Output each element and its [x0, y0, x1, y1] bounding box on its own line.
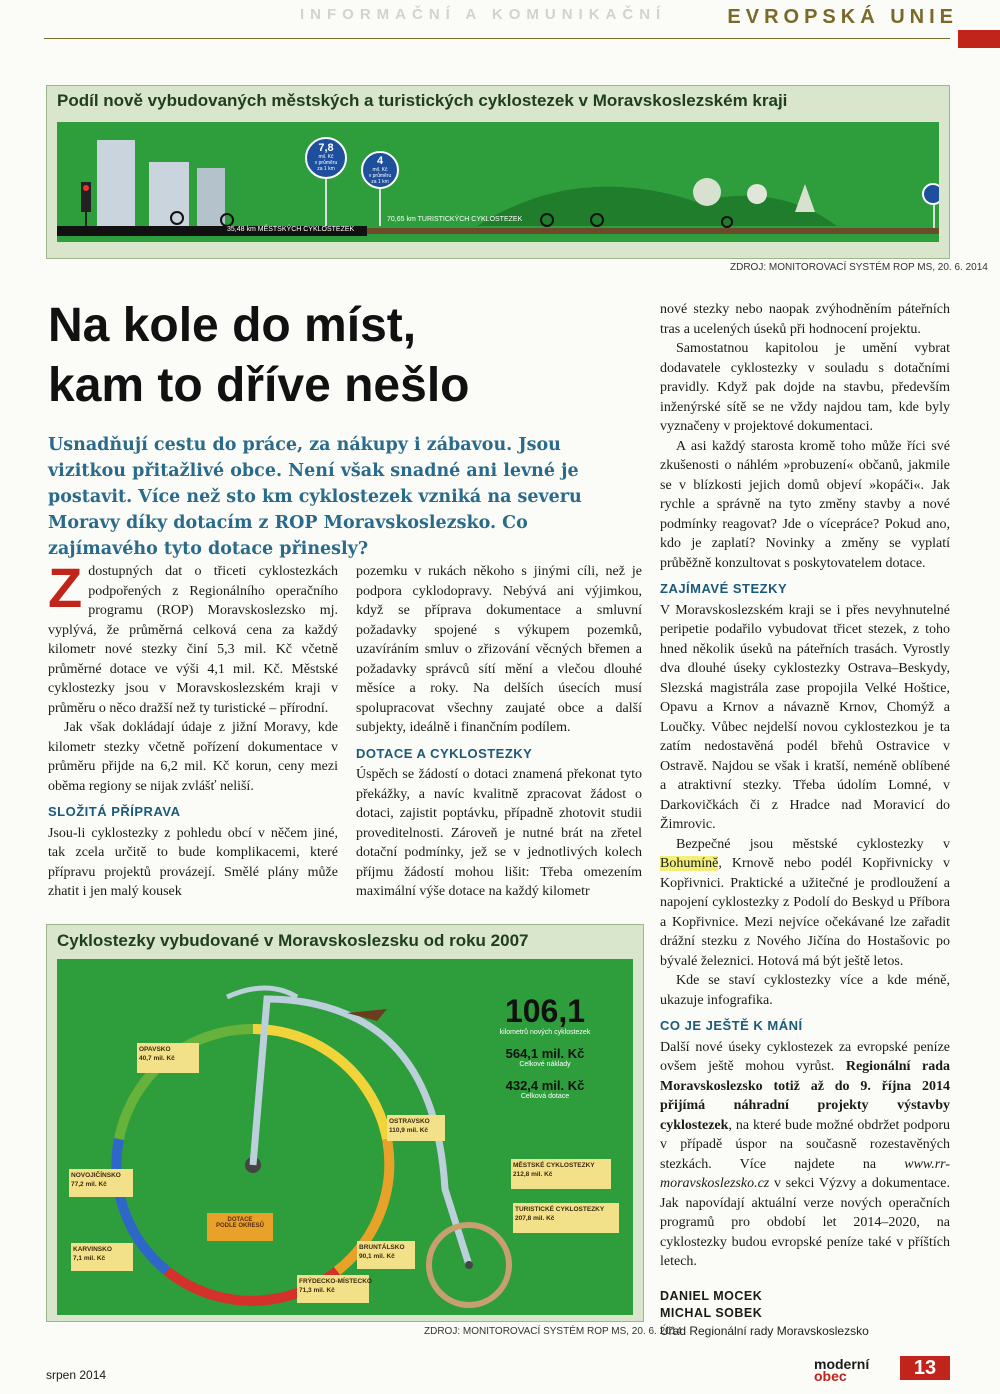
infographic1-source: ZDROJ: MONITOROVACÍ SYSTÉM ROP MS, 20. 6. 2014: [730, 262, 988, 273]
sign1-value: 7,8: [318, 142, 334, 154]
col3-paragraph-3: A asi každý starosta kromě toho může říci své zkušenosti o náhlém »probuzení« občanů, jakmile se v blízkosti jejich domů objeví »kopáči«. Jak rychle a správně na tyto změny stavby a nové podmínky reagovat? Jde o vícepráce? Pokud ano, kdo je zaplatí? Novinky a změny se vyplatí průběžně konzultovat s poskytovatelem dotace.: [660, 438, 950, 571]
subheading-interesting-paths: ZAJÍMAVÉ STEZKY: [660, 581, 788, 596]
col1-paragraph-3: Jsou-li cyklostezky z pohledu obcí v něčem jiné, tak zcela určitě to bude komplikacemi, které přípravu projektů provázejí. Smělé plány může zhatit i jen malý kousek: [48, 825, 338, 899]
total-km-value: 106,1: [504, 993, 586, 1029]
tag-karvinsko: KARVINSKO 7,1 mil. Kč: [73, 1246, 112, 1262]
col3-paragraph-5: Bezpečné jsou městské cyklostezky v Bohumíně, Krnově nebo podél Kopřivnicky v Kopřivnici. Praktické a užitečné je prodloužení a napojení cyklostezky z Podolí do Beskyd u Příbora a Kopřivnice. Mezi nejvíce očekávané lze zařadit drážní stezku z Nového Jičína do Hostašovic po bývalé železnici. Hotová má být ještě letos.: [660, 836, 950, 969]
col3-paragraph-1: nové stezky nebo naopak zvýhodněním páteřních tras a ucelených úseků při hodnocení projektu.: [660, 302, 950, 337]
title-line-2: kam to dříve nešlo: [48, 359, 470, 412]
wheel-segment-yellow: [253, 1029, 387, 1139]
sign1-per: za 1 km: [317, 166, 335, 172]
tag-frydecko-mistecko: FRÝDECKO-MÍSTECKO 71,3 mil. Kč: [299, 1278, 372, 1294]
authors: [660, 1288, 950, 1322]
handlebar: [227, 988, 297, 997]
sign2-value: 4: [376, 155, 384, 167]
city-path-label: 35,48 km MĚSTSKÝCH CYKLOSTEZEK: [227, 226, 355, 233]
col3-paragraph-2: Samostatnou kapitolou je umění vybrat dodavatele cyklostezky v souladu s dotačními pravidly. Když pak dojde na stavbu, především inženýrské sítě se ne vždy najdou tam, kde byly vyznačeny v projektové dokumentaci.: [660, 341, 950, 434]
sign1-unit: mil. Kč: [318, 154, 334, 160]
website-link[interactable]: www.rr-moravskoslezsko.cz: [660, 1156, 950, 1191]
total-costs-label: Celkové náklady: [519, 1061, 571, 1068]
infographic-bike-paths-since-2007: [46, 924, 644, 1322]
section-color-bar: [958, 30, 1000, 48]
tourist-path-bar: [367, 228, 939, 234]
highlighted-word: Bohumíně: [660, 856, 719, 871]
total-km-label: kilometrů nových cyklostezek: [499, 1029, 591, 1036]
subheading-what-else: CO JE JEŠTĚ K MÁNÍ: [660, 1018, 803, 1033]
article-column-1: [48, 556, 338, 902]
total-costs-value: 564,1 mil. Kč: [505, 1046, 585, 1061]
hills-shape: [477, 187, 837, 226]
subheading-preparation: SLOŽITÁ PŘÍPRAVA: [48, 804, 181, 819]
sign1-note: v průměru: [314, 160, 338, 166]
tree-icon: [747, 184, 767, 204]
total-subsidy-label: Celková dotace: [520, 1093, 570, 1100]
author-office: Úřad Regionální rady Moravskoslezsko: [660, 1323, 869, 1338]
magazine-logo: moderní obec: [814, 1356, 870, 1384]
center-tag: DOTACE PODLE OKRESŮ: [215, 1217, 264, 1229]
article-column-3: [660, 300, 950, 1341]
article-lead: Usnadňují cestu do práce, za nákupy i zábavou. Jsou vizitkou přitažlivé obce. Není však snadné ani levné je postavit. Více než sto km cyklostezek vzniká na severu Moravy díky dotacím z ROP Moravskoslezsko. Co zajímavého tyto dotace přinesly?: [48, 435, 582, 559]
infographic2-title: Cyklostezky vybudované v Moravskoslezsku od roku 2007: [57, 931, 529, 950]
infographic2-source: ZDROJ: MONITOROVACÍ SYSTÉM ROP MS, 20. 6. 2014: [424, 1326, 682, 1337]
author-1: DANIEL MOCEK: [660, 1288, 763, 1303]
tag-city-paths: MĚSTSKÉ CYKLOSTEZKY 212,8 mil. Kč: [513, 1162, 595, 1178]
section-label: EVROPSKÁ UNIE: [727, 6, 958, 28]
subheading-subsidies: DOTACE A CYKLOSTEZKY: [356, 745, 533, 761]
bike-path-illustration: [57, 122, 939, 242]
col3-paragraph-7: Další nové úseky cyklostezek za evropské peníze ovšem ještě mohou vyrůst. Regionální rada Moravskoslezsko totiž až do 9. října 2014 přijímá náhradní projekty výstavby cyklostezek, na které bude možné obdržet podporu v případě úspor na současně rozestavěných stezkách. Více najdete na www.rr-moravskoslezsko.cz v sekci Výzvy a dokumentace. Jak napovídají aktuální verze nových operačních programů pro období let 2014–2020, na cyklostezky budou evropské peníze také v příštích letech.: [660, 1039, 950, 1269]
article-column-2: [356, 562, 642, 902]
building-icon: [97, 140, 135, 226]
penny-farthing-scene: [57, 959, 633, 1315]
drop-cap: Z: [48, 556, 83, 619]
page-number: 13: [900, 1356, 950, 1380]
tag-novojicinsko: NOVOJIČÍNSKO 77,2 mil. Kč: [71, 1172, 121, 1188]
col1-paragraph-2: Jak však dokládají údaje z jižní Moravy, kde kilometr stezky včetně pořízení dokumentace v průměru přijde na 6,2 mil. Kč korun, ceny mezi oběma regiony se nijak zvlášť neliší.: [48, 720, 338, 794]
total-subsidy-value: 432,4 mil. Kč: [505, 1078, 585, 1093]
infographic-scene: [57, 122, 939, 242]
tree-icon: [795, 184, 815, 212]
sign2-unit: mil. Kč: [372, 167, 388, 173]
tag-opavsko: OPAVSKO 40,7 mil. Kč: [139, 1046, 175, 1062]
title-line-1: Na kole do míst,: [48, 299, 417, 352]
col3-paragraph-6: Kde se staví cyklostezky více a kde méně, ukazuje infografika.: [660, 973, 950, 1008]
tag-bruntalsko: BRUNTÁLSKO 90,1 mil. Kč: [359, 1244, 405, 1260]
col2-paragraph-1: pozemku v rukách někoho s jinými cíli, než je podpora cyklodopravy. Nebývá ani výjimkou, když se příprava dokumentace a smluvní požadavky spojené s výkupem pozemků, uzavíráním smluv o zřizování věcných břemen a požadavky správců sítí mění a vlečou dlouhé měsíce a roky. Na delších úsecích musí spolupracovat všechny zaujaté obce a další subjekty, ideálně i finančním podílem.: [356, 564, 642, 735]
col1-paragraph-1: dostupných dat o třiceti cyklostezkách podpořených z Regionálního operačního programu (ROP) Moravskoslezsko mj. vyplývá, že průměrná celková cena za každý kilometr nové stezky činí 5,3 mil. Kč včetně průměrné dotace ve výši 4,1 mil. Kč. Městské cyklostezky jsou v Moravskoslezském kraji v průměru o něco dražší než ty turistické – přírodní.: [48, 564, 338, 716]
issue-date: srpen 2014: [46, 1368, 107, 1382]
tag-ostravsko: OSTRAVSKO 110,9 mil. Kč: [389, 1118, 430, 1134]
tree-icon: [693, 178, 721, 206]
sign2-note: v průměru: [368, 173, 392, 179]
article-title: [48, 296, 648, 416]
author-2: MICHAL SOBEK: [660, 1305, 763, 1320]
col2-paragraph-2: Úspěch se žádostí o dotaci znamená překonat tyto překážky, a navíc kvalitně zpracovat žádost o dotaci, zajistit poptávku, případně zhotovit studii proveditelnosti. Zároveň je nutné brát na zřetel dotační podmínky, jež se v jednotlivých kolech příjmu žádostí mohou lišit: Třeba omezením maximální výše dotace na každý kilometr: [356, 767, 642, 899]
infographic-title: Podíl nově vybudovaných městských a turistických cyklostezek v Moravskoslezském kraji: [57, 91, 788, 110]
infographic-bike-paths-share: [46, 85, 950, 259]
header-faint-text: INFORMAČNÍ A KOMUNIKAČNÍ: [300, 6, 667, 23]
sign2-per: za 1 km: [371, 179, 389, 185]
tag-tourist-paths: TURISTICKÉ CYKLOSTEZKY 207,8 mil. Kč: [515, 1206, 605, 1222]
col3-paragraph-4: V Moravskoslezském kraji se i přes nevyhnutelné peripetie podařilo vybudovat třicet stezek, z toho hned několik úseků na páteřních trasách. Vyrostly dva dlouhé úseky cyklostezky Ostrava–Beskydy, Slezská magistrála zase propojila Velké Hoštice, Opavu a Krnov a návazně Krnov, Chomýž a Loučky. Vůbec nejdelší novou cyklostezkou je ta zatím nedostavěná podél břehů Ostravice v Ostravě. Najdou se však i kratší, neméně oblíbené a atraktivní stezky. Třeba údolím Lomné, v Darkovičkách či z Hradce nad Moravicí do Žimrovic.: [660, 602, 950, 832]
bike-sign-icon: [923, 184, 939, 204]
tourist-path-label: 70,65 km TURISTICKÝCH CYKLOSTEZEK: [387, 216, 523, 223]
header-divider: [44, 38, 950, 39]
